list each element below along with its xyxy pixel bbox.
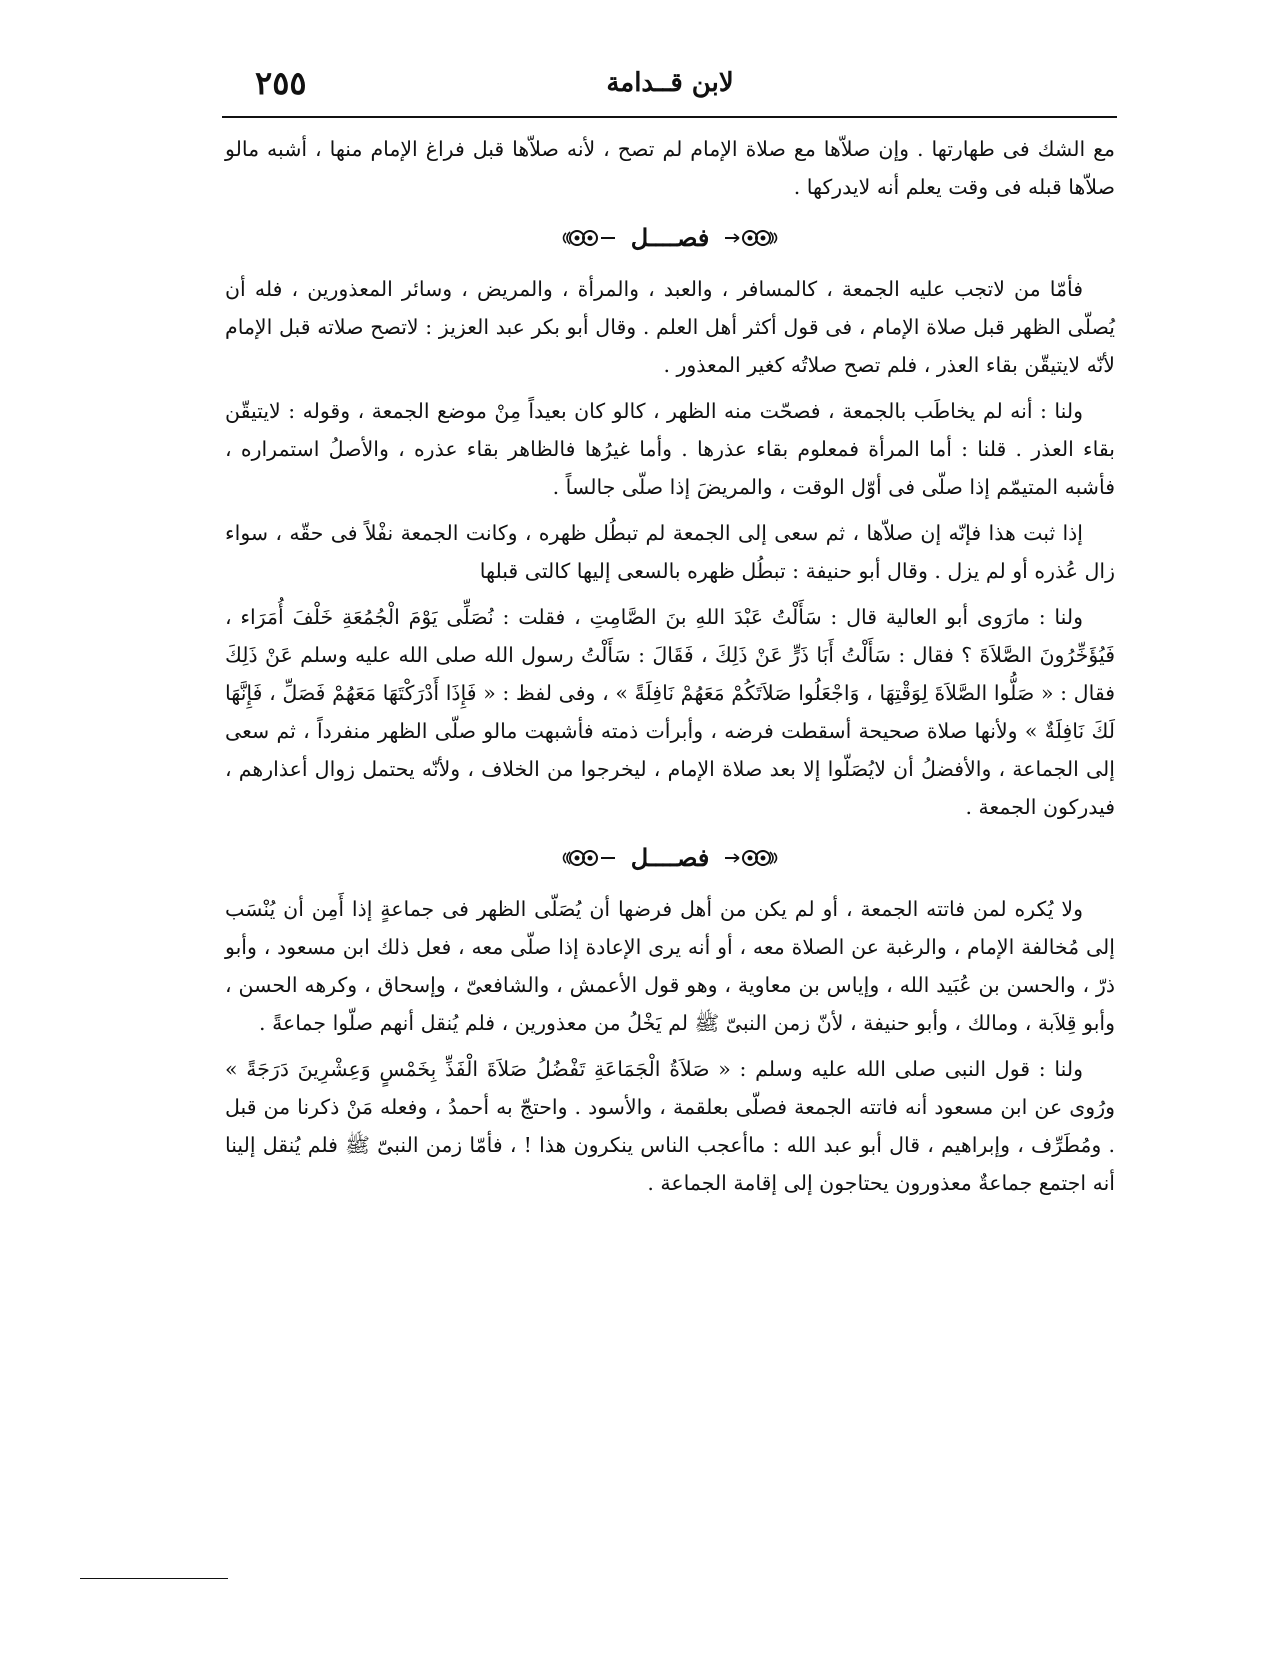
- section-title: فصــــل: [630, 223, 710, 252]
- ornament-icon: [559, 845, 617, 871]
- page-header: [225, 60, 1115, 110]
- paragraph-7: ولنا : قول النبى صلى الله عليه وسلم : « صَلاَةُ الْجَمَاعَةِ تَفْضُلُ صَلاَةَ الْفَذِّ بِخَمْسٍ وَعِشْرِينَ دَرَجَةً » ورُوى عن ابن مسعود أنه فاتته الجمعة فصلّى بعلقمة ، والأسود . واحتجّ به أحمدُ ، وفعله مَنْ ذكرنا من قبل . ومُطَرِّف ، وإبراهيم ، قال أبو عبد الله : ماأعجب الناس ينكرون هذا ! ، فأمّا زمن النبىّ ﷺ فلم يُنقل إلينا أنه اجتمع جماعةٌ معذورون يحتاجون إلى إقامة الجماعة .: [225, 1057, 1115, 1195]
- section-heading-2: [225, 834, 1115, 882]
- paragraph-6: ولا يُكره لمن فاتته الجمعة ، أو لم يكن من أهل فرضها أن يُصَلّى الظهر فى جماعةٍ إذا أَمِن أن يُنْسَب إلى مُخالفة الإمام ، والرغبة عن الصلاة معه ، أو أنه يرى الإعادة إذا صلّى معه ، فعل ذلك ابن مسعود ، وأبو ذرّ ، والحسن بن عُبَيد الله ، وإياس بن معاوية ، وهو قول الأعمش ، والشافعىّ ، وإسحاق ، وكرهه الحسن ، وأبو قِلاَبة ، ومالك ، وأبو حنيفة ، لأنّ زمن النبىّ ﷺ لم يَخْلُ من معذورين ، فلم يُنقل أنهم صلّوا جماعةً .: [225, 897, 1115, 1035]
- paragraph-1: مع الشك فى طهارتها . وإن صلاّها مع صلاة الإمام لم تصح ، لأنه صلاّها قبل فراغ الإمام منها ، أشبه مالو صلاّها قبله فى وقت يعلم أنه لايدركها .: [225, 137, 1115, 199]
- section-title: فصــــل: [630, 843, 710, 872]
- page-number: ٢٥٥: [255, 64, 307, 102]
- paragraph-3: ولنا : أنه لم يخاطَب بالجمعة ، فصحّت منه الظهر ، كالو كان بعيداً مِنْ موضع الجمعة ، وقوله : لايتيقّن بقاء العذر . قلنا : أما المرأة فمعلوم بقاء عذرها . وأما غيرُها فالظاهر بقاء عذره ، والأصلُ استمراره ، فأشبه المتيمّم إذا صلّى فى أوّل الوقت ، والمريضَ إذا صلّى جالساً .: [225, 399, 1115, 499]
- section-heading-1: [225, 214, 1115, 262]
- paragraph-2: فأمّا من لاتجب عليه الجمعة ، كالمسافر ، والعبد ، والمرأة ، والمريض ، وسائر المعذورين ، فله أن يُصلّى الظهر قبل صلاة الإمام ، فى قول أكثر أهل العلم . وقال أبو بكر عبد العزيز : لاتصح صلاته قبل الإمام لأنّه لايتيقّن بقاء العذر ، فلم تصح صلاتُه كغير المعذور .: [225, 277, 1115, 377]
- ornament-icon: [723, 845, 781, 871]
- ornament-icon: [723, 225, 781, 251]
- body-text: [225, 130, 1115, 1206]
- running-title: لابن قــدامة: [606, 68, 734, 98]
- footnote-divider: [80, 1578, 228, 1579]
- paragraph-5: ولنا : مارَوى أبو العالية قال : سَأَلْتُ عَبْدَ اللهِ بنَ الصَّامِتِ ، فقلت : نُصَلِّى يَوْمَ الْجُمُعَةِ خَلْفَ أُمَرَاء ، فَيُؤَخِّرُونَ الصَّلاَةَ ؟ فقال : سَأَلْتُ أَبَا ذَرٍّ عَنْ ذَلِكَ ، فَقَالَ : سَأَلْتُ رسول الله صلى الله عليه وسلم عَنْ ذَلِكَ فقال : « صَلُّوا الصَّلاَةَ لِوَقْتِهَا ، وَاجْعَلُوا صَلاَتَكُمْ مَعَهُمْ نَافِلَةً » ، وفى لفظ : « فَإِذَا أَدْرَكْتَهَا مَعَهُمْ فَصَلِّ ، فَإِنَّهَا لَكَ نَافِلَةٌ » ولأنها صلاة صحيحة أسقطت فرضه ، وأبرأت ذمته فأشبهت مالو صلّى الظهر منفرداً ، ثم سعى إلى الجماعة ، والأفضلُ أن لايُصَلّوا إلا بعد صلاة الإمام ، ليخرجوا من الخلاف ، ولأنّه يحتمل زوال أعذارهم ، فيدركون الجمعة .: [225, 605, 1115, 819]
- paragraph-4: إذا ثبت هذا فإنّه إن صلاّها ، ثم سعى إلى الجمعة لم تبطُل ظهره ، وكانت الجمعة نفْلاً فى حقّه ، سواء زال عُذره أو لم يزل . وقال أبو حنيفة : تبطُل ظهره بالسعى إليها كالتى قبلها: [225, 521, 1115, 583]
- ornament-icon: [559, 225, 617, 251]
- header-divider: [222, 116, 1117, 118]
